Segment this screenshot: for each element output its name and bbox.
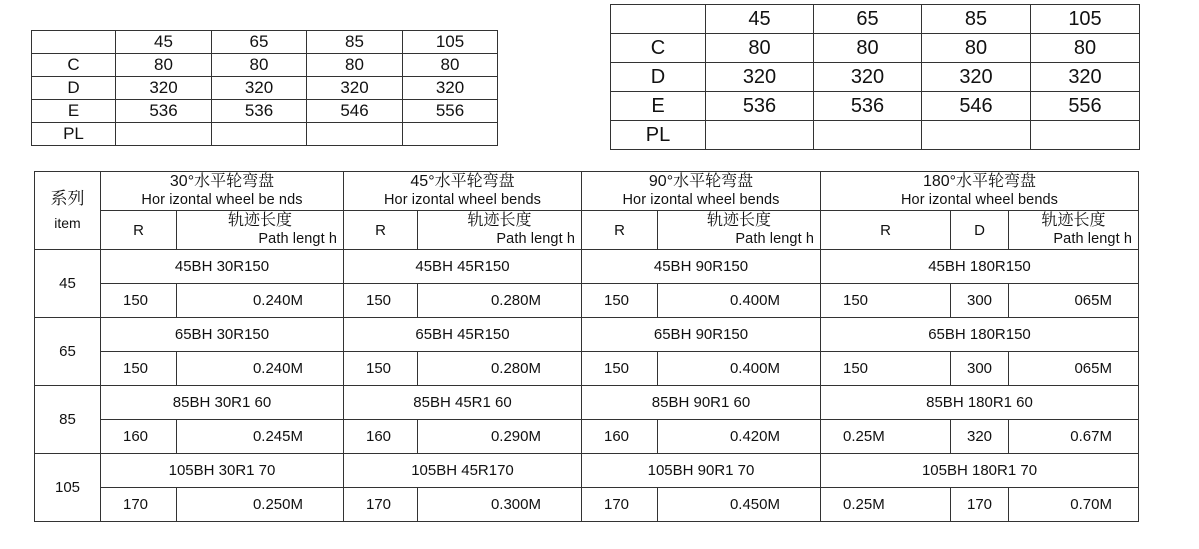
path-value-cell: 0.245M (177, 420, 344, 454)
table-cell: C (611, 34, 706, 63)
table-cell: 320 (116, 77, 212, 100)
table-cell: 320 (706, 63, 814, 92)
r-value-cell: 160 (101, 420, 177, 454)
table-cell (212, 123, 307, 146)
table-cell: 556 (1031, 92, 1140, 121)
model-cell: 45BH 90R150 (582, 250, 821, 284)
bends-table (34, 171, 1139, 522)
table-cell: 556 (403, 100, 498, 123)
dimension-table-large (610, 4, 1140, 150)
r-value-cell: 150 (582, 284, 658, 318)
table-row (32, 77, 498, 100)
model-cell: 85BH 30R1 60 (101, 386, 344, 420)
r-value-cell: 0.25M (821, 488, 951, 522)
bends-column-header-row (35, 211, 1139, 250)
table-cell: 320 (814, 63, 922, 92)
r-value-cell: 150 (101, 352, 177, 386)
table-row (611, 34, 1140, 63)
table-cell: PL (32, 123, 116, 146)
table-header-row (611, 5, 1140, 34)
table-cell: 80 (1031, 34, 1140, 63)
col-header-r: R (344, 211, 418, 250)
table-cell: 320 (1031, 63, 1140, 92)
table-cell: 85 (307, 31, 403, 54)
r-value-cell: 170 (582, 488, 658, 522)
table-cell: 80 (116, 54, 212, 77)
path-label-en: Path lengt h (1053, 231, 1132, 247)
group-title-cn: 45°水平轮弯盘 (410, 173, 515, 190)
group-title-en: Hor izontal wheel bends (383, 192, 542, 208)
path-label-en: Path lengt h (258, 231, 337, 247)
value-row (35, 420, 1139, 454)
model-row (35, 454, 1139, 488)
table-cell: 65 (814, 5, 922, 34)
col-header-path (418, 211, 582, 250)
group-header-180 (821, 172, 1139, 211)
table-cell: 320 (307, 77, 403, 100)
col-header-d: D (951, 211, 1009, 250)
table-cell (307, 123, 403, 146)
model-row (35, 250, 1139, 284)
model-cell: 45BH 180R150 (821, 250, 1139, 284)
group-title-en: Hor izontal wheel be nds (141, 192, 303, 208)
table-cell: 80 (212, 54, 307, 77)
table-cell (403, 123, 498, 146)
table-cell: 320 (403, 77, 498, 100)
r-value-cell: 160 (582, 420, 658, 454)
col-header-r: R (821, 211, 951, 250)
model-cell: 105BH 30R1 70 (101, 454, 344, 488)
path-label-cn: 轨迹长度 (1041, 212, 1106, 229)
series-item-cell: 105 (35, 454, 101, 522)
r-value-cell: 150 (582, 352, 658, 386)
table-cell: 546 (922, 92, 1031, 121)
table-cell: 80 (922, 34, 1031, 63)
table-cell: E (32, 100, 116, 123)
r-value-cell: 150 (344, 352, 418, 386)
path-value-cell: 0.420M (658, 420, 821, 454)
path-label-cn: 轨迹长度 (227, 212, 292, 229)
table-cell: 65 (212, 31, 307, 54)
path-label-cn: 轨迹长度 (467, 212, 532, 229)
table-cell: 85 (922, 5, 1031, 34)
table-cell: 45 (706, 5, 814, 34)
series-item-cell: 65 (35, 318, 101, 386)
model-cell: 105BH 45R170 (344, 454, 582, 488)
series-header-cell (35, 172, 101, 250)
table-cell (1031, 121, 1140, 150)
path-value-cell: 0.300M (418, 488, 582, 522)
group-title-cn: 90°水平轮弯盘 (648, 173, 754, 190)
table-cell: 320 (922, 63, 1031, 92)
table-cell: 536 (116, 100, 212, 123)
table-cell: 536 (212, 100, 307, 123)
path-value-cell: 0.240M (177, 352, 344, 386)
model-cell: 85BH 45R1 60 (344, 386, 582, 420)
group-header-45 (344, 172, 582, 211)
table-cell (611, 5, 706, 34)
bends-group-header-row (35, 172, 1139, 211)
table-cell: 80 (403, 54, 498, 77)
model-cell: 65BH 30R150 (101, 318, 344, 352)
r-value-cell: 170 (101, 488, 177, 522)
path-value-cell: 0.400M (658, 352, 821, 386)
group-title-cn: 180°水平轮弯盘 (922, 173, 1037, 190)
model-row (35, 386, 1139, 420)
table-header-row (32, 31, 498, 54)
table-cell (32, 31, 116, 54)
path-value-cell: 0.280M (418, 284, 582, 318)
table-row (611, 121, 1140, 150)
group-title-en: Hor izontal wheel bends (900, 192, 1059, 208)
table-cell: 80 (307, 54, 403, 77)
model-row (35, 318, 1139, 352)
r-value-cell: 150 (821, 284, 951, 318)
table-row (32, 123, 498, 146)
model-cell: 105BH 180R1 70 (821, 454, 1139, 488)
col-header-path (658, 211, 821, 250)
path-value-cell: 0.70M (1009, 488, 1139, 522)
model-cell: 105BH 90R1 70 (582, 454, 821, 488)
r-value-cell: 150 (344, 284, 418, 318)
path-value-cell: 065M (1009, 352, 1139, 386)
model-cell: 65BH 45R150 (344, 318, 582, 352)
path-label-cn: 轨迹长度 (706, 212, 771, 229)
table-cell: C (32, 54, 116, 77)
path-value-cell: 0.280M (418, 352, 582, 386)
value-row (35, 352, 1139, 386)
table-cell: 536 (706, 92, 814, 121)
path-label-en: Path lengt h (496, 231, 575, 247)
group-header-90 (582, 172, 821, 211)
path-value-cell: 0.290M (418, 420, 582, 454)
series-item-cell: 85 (35, 386, 101, 454)
col-header-path (177, 211, 344, 250)
d-value-cell: 320 (951, 420, 1009, 454)
table-cell: D (32, 77, 116, 100)
path-value-cell: 0.240M (177, 284, 344, 318)
table-cell: 80 (814, 34, 922, 63)
path-value-cell: 0.67M (1009, 420, 1139, 454)
table-cell: 105 (403, 31, 498, 54)
dimension-table-small (31, 30, 498, 146)
model-cell: 65BH 90R150 (582, 318, 821, 352)
r-value-cell: 150 (101, 284, 177, 318)
table-cell (706, 121, 814, 150)
table-cell: D (611, 63, 706, 92)
d-value-cell: 300 (951, 352, 1009, 386)
table-cell (922, 121, 1031, 150)
group-title-en: Hor izontal wheel bends (622, 192, 780, 208)
value-row (35, 284, 1139, 318)
model-cell: 65BH 180R150 (821, 318, 1139, 352)
table-cell: PL (611, 121, 706, 150)
path-value-cell: 0.450M (658, 488, 821, 522)
table-cell: 105 (1031, 5, 1140, 34)
table-cell: 80 (706, 34, 814, 63)
path-value-cell: 0.400M (658, 284, 821, 318)
table-cell: 546 (307, 100, 403, 123)
table-cell: 320 (212, 77, 307, 100)
path-value-cell: 065M (1009, 284, 1139, 318)
model-cell: 45BH 45R150 (344, 250, 582, 284)
value-row (35, 488, 1139, 522)
r-value-cell: 0.25M (821, 420, 951, 454)
table-row (32, 54, 498, 77)
table-row (611, 63, 1140, 92)
col-header-r: R (582, 211, 658, 250)
model-cell: 85BH 90R1 60 (582, 386, 821, 420)
table-cell: 45 (116, 31, 212, 54)
d-value-cell: 170 (951, 488, 1009, 522)
table-row (611, 92, 1140, 121)
model-cell: 85BH 180R1 60 (821, 386, 1139, 420)
path-label-en: Path lengt h (735, 231, 814, 247)
table-cell: 536 (814, 92, 922, 121)
r-value-cell: 170 (344, 488, 418, 522)
series-label-cn: 系列 (50, 188, 85, 208)
path-value-cell: 0.250M (177, 488, 344, 522)
model-cell: 45BH 30R150 (101, 250, 344, 284)
table-row (32, 100, 498, 123)
series-label-en: item (54, 214, 81, 231)
r-value-cell: 150 (821, 352, 951, 386)
table-cell (116, 123, 212, 146)
d-value-cell: 300 (951, 284, 1009, 318)
col-header-r: R (101, 211, 177, 250)
group-title-cn: 30°水平轮弯盘 (169, 173, 275, 190)
col-header-path (1009, 211, 1139, 250)
table-cell: E (611, 92, 706, 121)
table-cell (814, 121, 922, 150)
series-item-cell: 45 (35, 250, 101, 318)
group-header-30 (101, 172, 344, 211)
r-value-cell: 160 (344, 420, 418, 454)
